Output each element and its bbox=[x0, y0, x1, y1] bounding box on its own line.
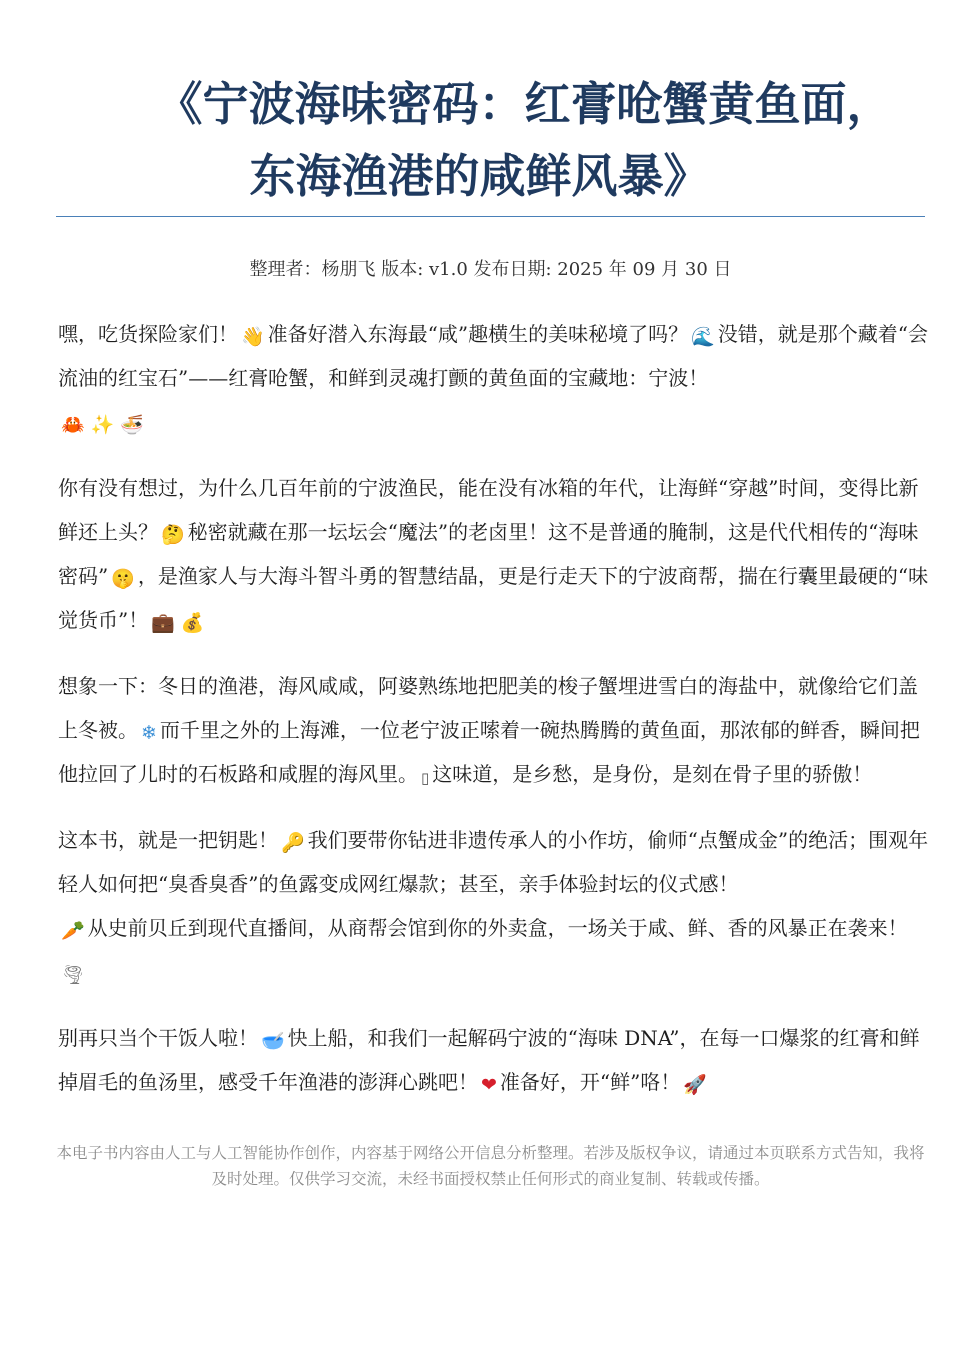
title-divider bbox=[56, 216, 925, 217]
paragraph-text: 这味道，是乡愁，是身份，是刻在骨子里的骄傲！ bbox=[432, 762, 873, 786]
water-wave-icon: 🌊 bbox=[691, 326, 715, 348]
key-icon: 🔑 bbox=[281, 832, 305, 854]
paragraph-text: 想象一下：冬日的渔港，海风咸咸，阿婆熟练地把肥美的梭子蟹埋进雪白的海盐中，就像给它们盖上冬被。 bbox=[58, 674, 918, 742]
paragraph-text: 我们要带你钻进非遗传承人的小作坊，偷师“点蟹成金”的绝活；围观年轻人如何把“臭香臭香”的鱼露变成网红爆款；甚至，亲手体验封坛的仪式感！ bbox=[58, 828, 929, 896]
title-line-1: 《宁波海味密码：红膏呛蟹黄鱼面， bbox=[156, 77, 893, 131]
paragraph-text: 别再只当个干饭人啦！ bbox=[58, 1026, 258, 1050]
document-meta: 整理者：杨朋飞 版本: v1.0 发布日期: 2025 年 09 月 30 日 bbox=[249, 259, 732, 280]
waving-hand-icon: 👋 bbox=[241, 326, 265, 348]
thinking-face-icon: 🤔 bbox=[161, 524, 185, 546]
paragraph-text: 没错，就是那个藏着“会流油的红宝石”——红膏呛蟹，和鲜到灵魂打颤的黄鱼面的宝藏地：宁波！ bbox=[58, 322, 929, 390]
paragraph-text: 这本书，就是一把钥匙！ bbox=[58, 828, 278, 852]
noodle-bowl-icon: 🍜 bbox=[120, 414, 145, 436]
article-body bbox=[58, 312, 930, 1126]
crab-icon: 🦀 bbox=[61, 414, 85, 436]
paragraph-text: 快上船，和我们一起解码宁波的“海味 DNA”，在每一口爆浆的红膏和鲜掉眉毛的鱼汤里，感受千年渔港的澎湃心跳吧！ bbox=[58, 1026, 920, 1094]
paragraph-2 bbox=[58, 466, 930, 642]
money-bag-icon: 💰 bbox=[180, 612, 205, 634]
tornado-icon: 🌪 bbox=[61, 964, 86, 986]
paragraph-text: 秘密就藏在那一坛坛会“魔法”的老卤里！这不是普通的腌制，这是代代相传的“海味密码” bbox=[58, 520, 919, 588]
paragraph-3 bbox=[58, 664, 930, 796]
title-line-2: 东海渔港的咸鲜风暴》 bbox=[249, 149, 710, 203]
page-title bbox=[40, 68, 979, 212]
paragraph-text: 准备好，开“鲜”咯！ bbox=[499, 1070, 681, 1094]
paragraph-text: 而千里之外的上海滩，一位老宁波正嗦着一碗热腾腾的黄鱼面，那浓郁的鲜香，瞬间把他拉回了儿时的石板路和咸腥的海风里。 bbox=[58, 718, 920, 786]
paragraph-text: ，是渔家人与大海斗智斗勇的智慧结晶，更是行走天下的宁波商帮，揣在行囊里最硬的“味觉货币”！ bbox=[58, 564, 929, 632]
sparkles-icon: ✨ bbox=[90, 414, 115, 436]
copyright-disclaimer: 本电子书内容由人工与人工智能协作创作，内容基于网络公开信息分析整理。若涉及版权争议，请通过本页联系方式告知，我将及时处理。仅供学习交流，未经书面授权禁止任何形式的商业复制、转载或传播。 bbox=[56, 1144, 925, 1188]
paragraph-text: 从史前贝丘到现代直播间，从商帮会馆到你的外卖盒，一场关于咸、鲜、香的风暴正在袭来！ bbox=[87, 916, 908, 940]
paragraph-4 bbox=[58, 818, 930, 994]
shushing-face-icon: 🤫 bbox=[111, 568, 135, 590]
snowflake-icon: ❄ bbox=[141, 722, 157, 744]
heart-icon: ❤ bbox=[481, 1074, 497, 1096]
rocket-icon: 🚀 bbox=[683, 1074, 708, 1096]
paragraph-5 bbox=[58, 1016, 930, 1104]
carrot-icon: 🥕 bbox=[61, 920, 85, 942]
paragraph-text: 嘿，吃货探险家们！ bbox=[58, 322, 238, 346]
paragraph-text: 准备好潜入东海最“咸”趣横生的美味秘境了吗？ bbox=[267, 322, 689, 346]
paragraph-text: 你有没有想过，为什么几百年前的宁波渔民，能在没有冰箱的年代，让海鲜“穿越”时间，变得比新鲜还上头？ bbox=[58, 476, 919, 544]
paragraph-1 bbox=[58, 312, 930, 444]
briefcase-icon: 💼 bbox=[151, 612, 175, 634]
missing-glyph-icon: ▯ bbox=[421, 769, 430, 787]
bowl-icon: 🥣 bbox=[261, 1030, 285, 1052]
